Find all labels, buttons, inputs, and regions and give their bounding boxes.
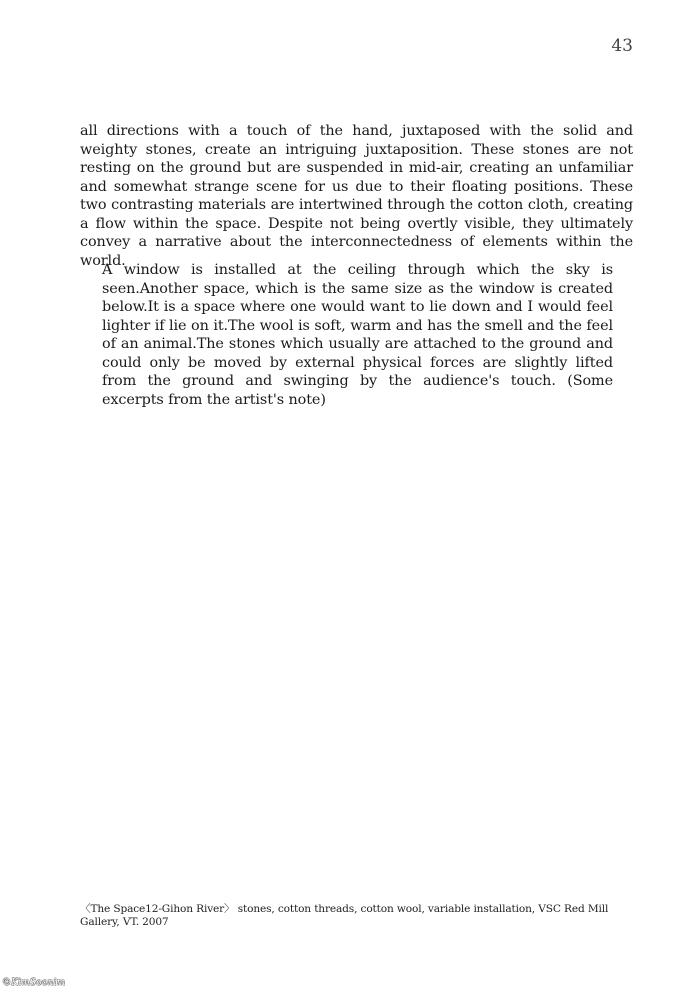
- page-number: 43: [611, 36, 633, 56]
- artwork-caption: 〈The Space12-Gihon River〉 stones, cotton threads, cotton wool, variable installation, VSC Red Mill Gallery, VT. 2007: [80, 903, 609, 928]
- body-paragraph: all directions with a touch of the hand, juxtaposed with the solid and weighty stones, create an intriguing juxtaposition. These stones are not resting on the ground but are suspended in mid-air, creating an unfamiliar and somewhat strange scene for us due to their floating positions. These two contrasting materials are intertwined through the cotton cloth, creating a flow within the space. Despite not being overtly visible, they ultimately convey a narrative about the interconnectedness of elements within the world.: [80, 123, 633, 269]
- copyright-watermark: ©KimSoonim: [2, 978, 66, 988]
- artist-note-quote: A window is installed at the ceiling through which the sky is seen.Another space, which is the same size as the window is created below.It is a space where one would want to lie down and I would feel lighter if lie on it.The wool is soft, warm and has the smell and the feel of an animal.The stones which usually are attached to the ground and could only be moved by external physical forces are slightly lifted from the ground and swinging by the audience's touch. (Some excerpts from the artist's note): [102, 262, 613, 408]
